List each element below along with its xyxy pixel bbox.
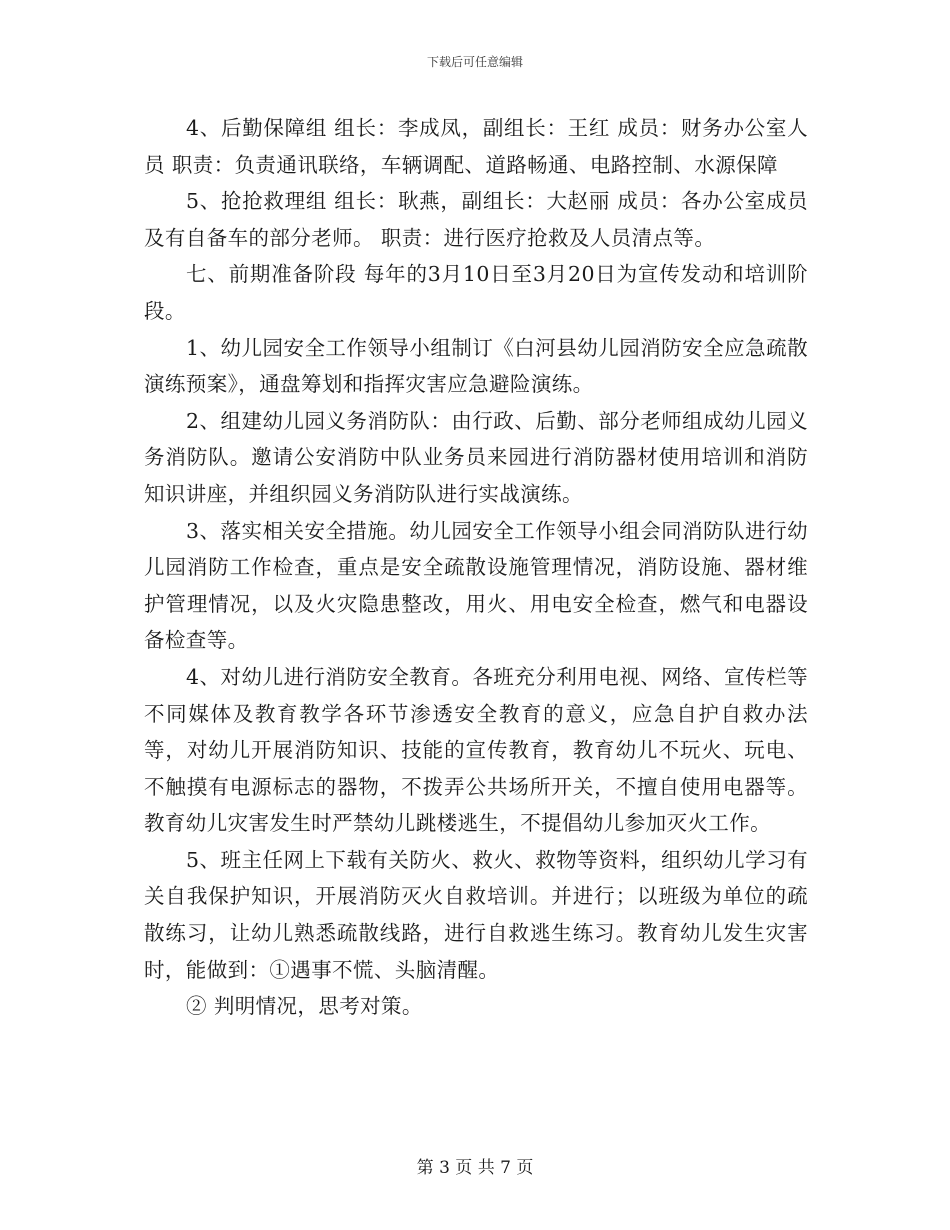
document-body [144,110,808,1025]
paragraph-preparation-stage: 七、前期准备阶段 每年的3月10日至3月20日为宣传发动和培训阶段。 [144,262,808,323]
paragraph-safety-measures: 3、落实相关安全措施。幼儿园安全工作领导小组会同消防队进行幼儿园消防工作检查，重点是安全疏散设施管理情况，消防设施、器材维护管理情况，以及火灾隐患整改，用火、用电安全检查，燃气和电器设备检查等。 [144,518,808,653]
paragraph-rescue-group: 5、抢抢救理组 组长：耿燕，副组长：大赵丽 成员：各办公室成员及有自备车的部分老师。 职责：进行医疗抢救及人员清点等。 [144,189,808,250]
paragraph-evacuation-practice: 5、班主任网上下载有关防火、救火、救物等资料，组织幼儿学习有关自我保护知识，开展消防灭火自救培训。并进行；以班级为单位的疏散练习，让幼儿熟悉疏散线路，进行自救逃生练习。教育幼儿发生灾害时，能做到：①遇事不慌、头脑清醒。 [144,847,808,982]
page-header: 下载后可任意编辑 [426,55,523,69]
paragraph-drill-plan: 1、幼儿园安全工作领导小组制订《白河县幼儿园消防安全应急疏散演练预案》，通盘筹划和指挥灾害应急避险演练。 [144,335,808,397]
paragraph-judge-situation: ② 判明情况，思考对策。 [186,994,423,1019]
paragraph-safety-education: 4、对幼儿进行消防安全教育。各班充分利用电视、网络、宣传栏等不同媒体及教育教学各环节渗透安全教育的意义，应急自护自救办法等，对幼儿开展消防知识、技能的宣传教育，教育幼儿不玩火、玩电、不触摸有电源标志的器物，不拨弄公共场所开关，不擅自使用电器等。教育幼儿灾害发生时严禁幼儿跳楼逃生，不提倡幼儿参加灭火工作。 [144,664,808,836]
paragraph-logistics-group: 4、后勤保障组 组长：李成凤，副组长：王红 成员：财务办公室人员 职责：负责通讯联络，车辆调配、道路畅通、电路控制、水源保障 [144,116,808,177]
page-footer: 第 3 页 共 7 页 [416,1158,534,1178]
paragraph-fire-brigade: 2、组建幼儿园义务消防队：由行政、后勤、部分老师组成幼儿园义务消防队。邀请公安消防中队业务员来园进行消防器材使用培训和消防知识讲座，并组织园义务消防队进行实战演练。 [144,408,808,506]
